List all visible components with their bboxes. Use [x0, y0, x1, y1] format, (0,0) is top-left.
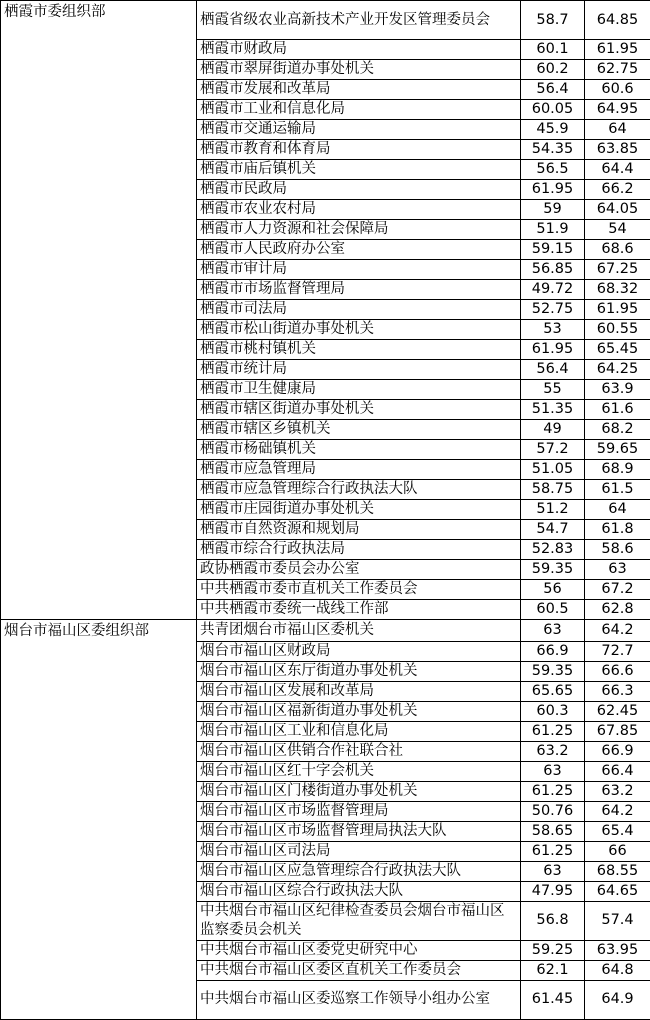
min-score-cell: 56	[521, 580, 585, 600]
position-unit-cell: 烟台市福山区综合行政执法大队	[197, 881, 521, 901]
position-unit-cell: 烟台市福山区红十字会机关	[197, 761, 521, 781]
recruiting-unit-cell	[1, 320, 197, 340]
position-unit-cell: 中共烟台市福山区纪律检查委员会烟台市福山区监察委员会机关	[197, 901, 521, 940]
max-score-cell: 57.4	[585, 901, 650, 940]
position-unit-cell: 栖霞市农业农村局	[197, 200, 521, 220]
recruiting-unit-cell	[1, 140, 197, 160]
position-unit-cell: 中共烟台市福山区委巡察工作领导小组办公室	[197, 980, 521, 1019]
position-unit-cell: 栖霞市人民政府办公室	[197, 240, 521, 260]
max-score-cell: 66.2	[585, 180, 650, 200]
recruiting-unit-cell	[1, 500, 197, 520]
table-row	[1, 841, 650, 861]
table-row	[1, 520, 650, 540]
position-unit-cell: 烟台市福山区发展和改革局	[197, 681, 521, 701]
min-score-cell: 61.95	[521, 340, 585, 360]
max-score-cell: 63.9	[585, 380, 650, 400]
max-score-cell: 66.9	[585, 741, 650, 761]
min-score-cell: 50.76	[521, 801, 585, 821]
position-unit-cell: 栖霞市辖区乡镇机关	[197, 420, 521, 440]
recruiting-unit-cell	[1, 960, 197, 980]
recruiting-unit-cell	[1, 380, 197, 400]
recruiting-unit-cell	[1, 761, 197, 781]
max-score-cell: 61.95	[585, 300, 650, 320]
recruiting-unit-cell	[1, 821, 197, 841]
recruiting-unit-cell	[1, 681, 197, 701]
table-row	[1, 960, 650, 980]
position-unit-cell: 栖霞市财政局	[197, 40, 521, 60]
recruiting-unit-cell: 栖霞市委组织部	[1, 1, 197, 40]
max-score-cell: 63	[585, 560, 650, 580]
min-score-cell: 63	[521, 861, 585, 881]
table-row	[1, 681, 650, 701]
recruiting-unit-cell	[1, 420, 197, 440]
position-unit-cell: 栖霞市自然资源和规划局	[197, 520, 521, 540]
table-row	[1, 440, 650, 460]
table-row	[1, 781, 650, 801]
position-unit-cell: 栖霞市桃村镇机关	[197, 340, 521, 360]
table-row	[1, 220, 650, 240]
max-score-cell: 64.2	[585, 801, 650, 821]
position-unit-cell: 政协栖霞市委员会办公室	[197, 560, 521, 580]
table-row	[1, 400, 650, 420]
position-unit-cell: 共青团烟台市福山区委机关	[197, 620, 521, 642]
position-unit-cell: 烟台市福山区供销合作社联合社	[197, 741, 521, 761]
recruiting-unit-cell	[1, 661, 197, 681]
position-unit-cell: 烟台市福山区工业和信息化局	[197, 721, 521, 741]
min-score-cell: 51.2	[521, 500, 585, 520]
position-unit-cell: 栖霞市审计局	[197, 260, 521, 280]
table-row	[1, 280, 650, 300]
position-unit-cell: 栖霞市辖区街道办事处机关	[197, 400, 521, 420]
recruiting-unit-cell	[1, 781, 197, 801]
min-score-cell: 58.65	[521, 821, 585, 841]
max-score-cell: 64	[585, 500, 650, 520]
table-row	[1, 380, 650, 400]
min-score-cell: 59.35	[521, 661, 585, 681]
min-score-cell: 47.95	[521, 881, 585, 901]
min-score-cell: 61.25	[521, 841, 585, 861]
recruiting-unit-cell	[1, 600, 197, 620]
position-unit-cell: 栖霞市综合行政执法局	[197, 540, 521, 560]
max-score-cell: 64.05	[585, 200, 650, 220]
recruiting-unit-cell	[1, 721, 197, 741]
position-unit-cell: 栖霞市司法局	[197, 300, 521, 320]
max-score-cell: 63.95	[585, 940, 650, 960]
table-row	[1, 701, 650, 721]
min-score-cell: 51.35	[521, 400, 585, 420]
table-row	[1, 200, 650, 220]
min-score-cell: 60.05	[521, 100, 585, 120]
max-score-cell: 61.8	[585, 520, 650, 540]
recruiting-unit-cell	[1, 160, 197, 180]
table-row	[1, 861, 650, 881]
position-unit-cell: 栖霞市应急管理局	[197, 460, 521, 480]
position-unit-cell: 栖霞市发展和改革局	[197, 80, 521, 100]
recruiting-unit-cell	[1, 861, 197, 881]
table-row	[1, 661, 650, 681]
min-score-cell: 62.1	[521, 960, 585, 980]
table-row	[1, 120, 650, 140]
max-score-cell: 64.2	[585, 620, 650, 642]
max-score-cell: 66.3	[585, 681, 650, 701]
recruiting-unit-cell	[1, 340, 197, 360]
recruiting-unit-cell	[1, 460, 197, 480]
position-unit-cell: 栖霞市人力资源和社会保障局	[197, 220, 521, 240]
min-score-cell: 63	[521, 761, 585, 781]
max-score-cell: 67.85	[585, 721, 650, 741]
max-score-cell: 64.65	[585, 881, 650, 901]
table-row	[1, 160, 650, 180]
position-unit-cell: 栖霞市庄园街道办事处机关	[197, 500, 521, 520]
max-score-cell: 54	[585, 220, 650, 240]
table-row	[1, 980, 650, 1019]
position-unit-cell: 中共栖霞市委统一战线工作部	[197, 600, 521, 620]
table-row	[1, 801, 650, 821]
table-row	[1, 821, 650, 841]
max-score-cell: 62.45	[585, 701, 650, 721]
recruiting-unit-cell	[1, 540, 197, 560]
table-row	[1, 881, 650, 901]
recruiting-unit-cell	[1, 980, 197, 1019]
max-score-cell: 60.55	[585, 320, 650, 340]
max-score-cell: 61.95	[585, 40, 650, 60]
min-score-cell: 58.7	[521, 1, 585, 40]
table-row	[1, 140, 650, 160]
position-unit-cell: 栖霞市市场监督管理局	[197, 280, 521, 300]
min-score-cell: 59.15	[521, 240, 585, 260]
recruiting-unit-cell	[1, 240, 197, 260]
max-score-cell: 64.9	[585, 980, 650, 1019]
position-unit-cell: 栖霞市庙后镇机关	[197, 160, 521, 180]
max-score-cell: 68.9	[585, 460, 650, 480]
position-unit-cell: 烟台市福山区东厅街道办事处机关	[197, 661, 521, 681]
max-score-cell: 65.4	[585, 821, 650, 841]
min-score-cell: 61.25	[521, 781, 585, 801]
min-score-cell: 61.45	[521, 980, 585, 1019]
position-unit-cell: 栖霞市卫生健康局	[197, 380, 521, 400]
position-unit-cell: 烟台市福山区福新街道办事处机关	[197, 701, 521, 721]
position-unit-cell: 烟台市福山区市场监督管理局执法大队	[197, 821, 521, 841]
recruiting-unit-cell	[1, 80, 197, 100]
position-unit-cell: 中共栖霞市委市直机关工作委员会	[197, 580, 521, 600]
position-unit-cell: 烟台市福山区市场监督管理局	[197, 801, 521, 821]
min-score-cell: 54.7	[521, 520, 585, 540]
max-score-cell: 68.32	[585, 280, 650, 300]
max-score-cell: 65.45	[585, 340, 650, 360]
recruiting-unit-cell	[1, 220, 197, 240]
min-score-cell: 58.75	[521, 480, 585, 500]
recruiting-unit-cell	[1, 741, 197, 761]
position-unit-cell: 中共烟台市福山区委区直机关工作委员会	[197, 960, 521, 980]
table-row	[1, 540, 650, 560]
max-score-cell: 64.4	[585, 160, 650, 180]
table-row	[1, 560, 650, 580]
min-score-cell: 49	[521, 420, 585, 440]
max-score-cell: 68.6	[585, 240, 650, 260]
min-score-cell: 54.35	[521, 140, 585, 160]
max-score-cell: 67.2	[585, 580, 650, 600]
min-score-cell: 56.4	[521, 80, 585, 100]
table-row	[1, 721, 650, 741]
max-score-cell: 64.25	[585, 360, 650, 380]
table-row	[1, 580, 650, 600]
table-row	[1, 40, 650, 60]
min-score-cell: 59.35	[521, 560, 585, 580]
position-unit-cell: 烟台市福山区门楼街道办事处机关	[197, 781, 521, 801]
table-row	[1, 240, 650, 260]
recruiting-unit-cell	[1, 200, 197, 220]
min-score-cell: 61.95	[521, 180, 585, 200]
table-row	[1, 641, 650, 661]
max-score-cell: 72.7	[585, 641, 650, 661]
min-score-cell: 63	[521, 620, 585, 642]
position-unit-cell: 栖霞市翠屏街道办事处机关	[197, 60, 521, 80]
recruiting-unit-cell	[1, 300, 197, 320]
recruiting-unit-cell	[1, 120, 197, 140]
recruiting-unit-cell	[1, 40, 197, 60]
min-score-cell: 56.5	[521, 160, 585, 180]
min-score-cell: 45.9	[521, 120, 585, 140]
max-score-cell: 66.4	[585, 761, 650, 781]
min-score-cell: 66.9	[521, 641, 585, 661]
position-unit-cell: 栖霞市工业和信息化局	[197, 100, 521, 120]
recruiting-unit-cell	[1, 901, 197, 940]
recruiting-unit-cell	[1, 560, 197, 580]
table-row	[1, 340, 650, 360]
table-row	[1, 500, 650, 520]
recruiting-unit-cell	[1, 400, 197, 420]
table-row	[1, 80, 650, 100]
recruiting-unit-cell	[1, 480, 197, 500]
max-score-cell: 63.85	[585, 140, 650, 160]
max-score-cell: 61.5	[585, 480, 650, 500]
table-row	[1, 420, 650, 440]
min-score-cell: 52.83	[521, 540, 585, 560]
recruiting-unit-cell	[1, 180, 197, 200]
table-row	[1, 761, 650, 781]
recruiting-unit-cell	[1, 580, 197, 600]
recruiting-unit-cell	[1, 60, 197, 80]
min-score-cell: 49.72	[521, 280, 585, 300]
min-score-cell: 60.5	[521, 600, 585, 620]
max-score-cell: 66.6	[585, 661, 650, 681]
table-row	[1, 620, 650, 642]
table-row	[1, 260, 650, 280]
table-row	[1, 901, 650, 940]
recruiting-unit-cell	[1, 440, 197, 460]
min-score-cell: 60.1	[521, 40, 585, 60]
min-score-cell: 52.75	[521, 300, 585, 320]
min-score-cell: 63.2	[521, 741, 585, 761]
position-unit-cell: 烟台市福山区财政局	[197, 641, 521, 661]
position-unit-cell: 栖霞市民政局	[197, 180, 521, 200]
position-unit-cell: 中共烟台市福山区委党史研究中心	[197, 940, 521, 960]
position-unit-cell: 烟台市福山区应急管理综合行政执法大队	[197, 861, 521, 881]
recruiting-unit-cell	[1, 100, 197, 120]
recruiting-unit-cell	[1, 841, 197, 861]
score-table-body	[1, 1, 650, 1020]
table-row	[1, 741, 650, 761]
max-score-cell: 64	[585, 120, 650, 140]
max-score-cell: 66	[585, 841, 650, 861]
position-unit-cell: 栖霞市松山街道办事处机关	[197, 320, 521, 340]
max-score-cell: 64.95	[585, 100, 650, 120]
table-row	[1, 480, 650, 500]
min-score-cell: 56.8	[521, 901, 585, 940]
position-unit-cell: 栖霞市教育和体育局	[197, 140, 521, 160]
position-unit-cell: 栖霞市应急管理综合行政执法大队	[197, 480, 521, 500]
min-score-cell: 60.3	[521, 701, 585, 721]
min-score-cell: 61.25	[521, 721, 585, 741]
max-score-cell: 59.65	[585, 440, 650, 460]
table-row	[1, 300, 650, 320]
table-row	[1, 1, 650, 40]
min-score-cell: 57.2	[521, 440, 585, 460]
max-score-cell: 68.2	[585, 420, 650, 440]
max-score-cell: 64.8	[585, 960, 650, 980]
min-score-cell: 56.4	[521, 360, 585, 380]
recruiting-unit-cell	[1, 701, 197, 721]
table-row	[1, 360, 650, 380]
max-score-cell: 62.75	[585, 60, 650, 80]
min-score-cell: 59	[521, 200, 585, 220]
recruiting-unit-cell	[1, 801, 197, 821]
max-score-cell: 63.2	[585, 781, 650, 801]
recruiting-unit-cell	[1, 881, 197, 901]
table-row	[1, 320, 650, 340]
recruiting-unit-cell	[1, 940, 197, 960]
min-score-cell: 59.25	[521, 940, 585, 960]
min-score-cell: 51.9	[521, 220, 585, 240]
recruiting-unit-cell: 烟台市福山区委组织部	[1, 620, 197, 642]
recruiting-unit-cell	[1, 520, 197, 540]
max-score-cell: 67.25	[585, 260, 650, 280]
recruiting-unit-cell	[1, 280, 197, 300]
table-row	[1, 100, 650, 120]
max-score-cell: 68.55	[585, 861, 650, 881]
recruiting-unit-cell	[1, 360, 197, 380]
position-unit-cell: 栖霞市杨础镇机关	[197, 440, 521, 460]
position-unit-cell: 栖霞省级农业高新技术产业开发区管理委员会	[197, 1, 521, 40]
recruiting-unit-cell	[1, 641, 197, 661]
position-unit-cell: 栖霞市统计局	[197, 360, 521, 380]
table-row	[1, 940, 650, 960]
min-score-cell: 51.05	[521, 460, 585, 480]
min-score-cell: 60.2	[521, 60, 585, 80]
table-row	[1, 460, 650, 480]
min-score-cell: 53	[521, 320, 585, 340]
max-score-cell: 58.6	[585, 540, 650, 560]
max-score-cell: 62.8	[585, 600, 650, 620]
table-row	[1, 600, 650, 620]
min-score-cell: 56.85	[521, 260, 585, 280]
max-score-cell: 64.85	[585, 1, 650, 40]
min-score-cell: 55	[521, 380, 585, 400]
max-score-cell: 61.6	[585, 400, 650, 420]
position-unit-cell: 栖霞市交通运输局	[197, 120, 521, 140]
table-row	[1, 60, 650, 80]
table-row	[1, 180, 650, 200]
max-score-cell: 60.6	[585, 80, 650, 100]
recruiting-unit-cell	[1, 260, 197, 280]
min-score-cell: 65.65	[521, 681, 585, 701]
position-unit-cell: 烟台市福山区司法局	[197, 841, 521, 861]
